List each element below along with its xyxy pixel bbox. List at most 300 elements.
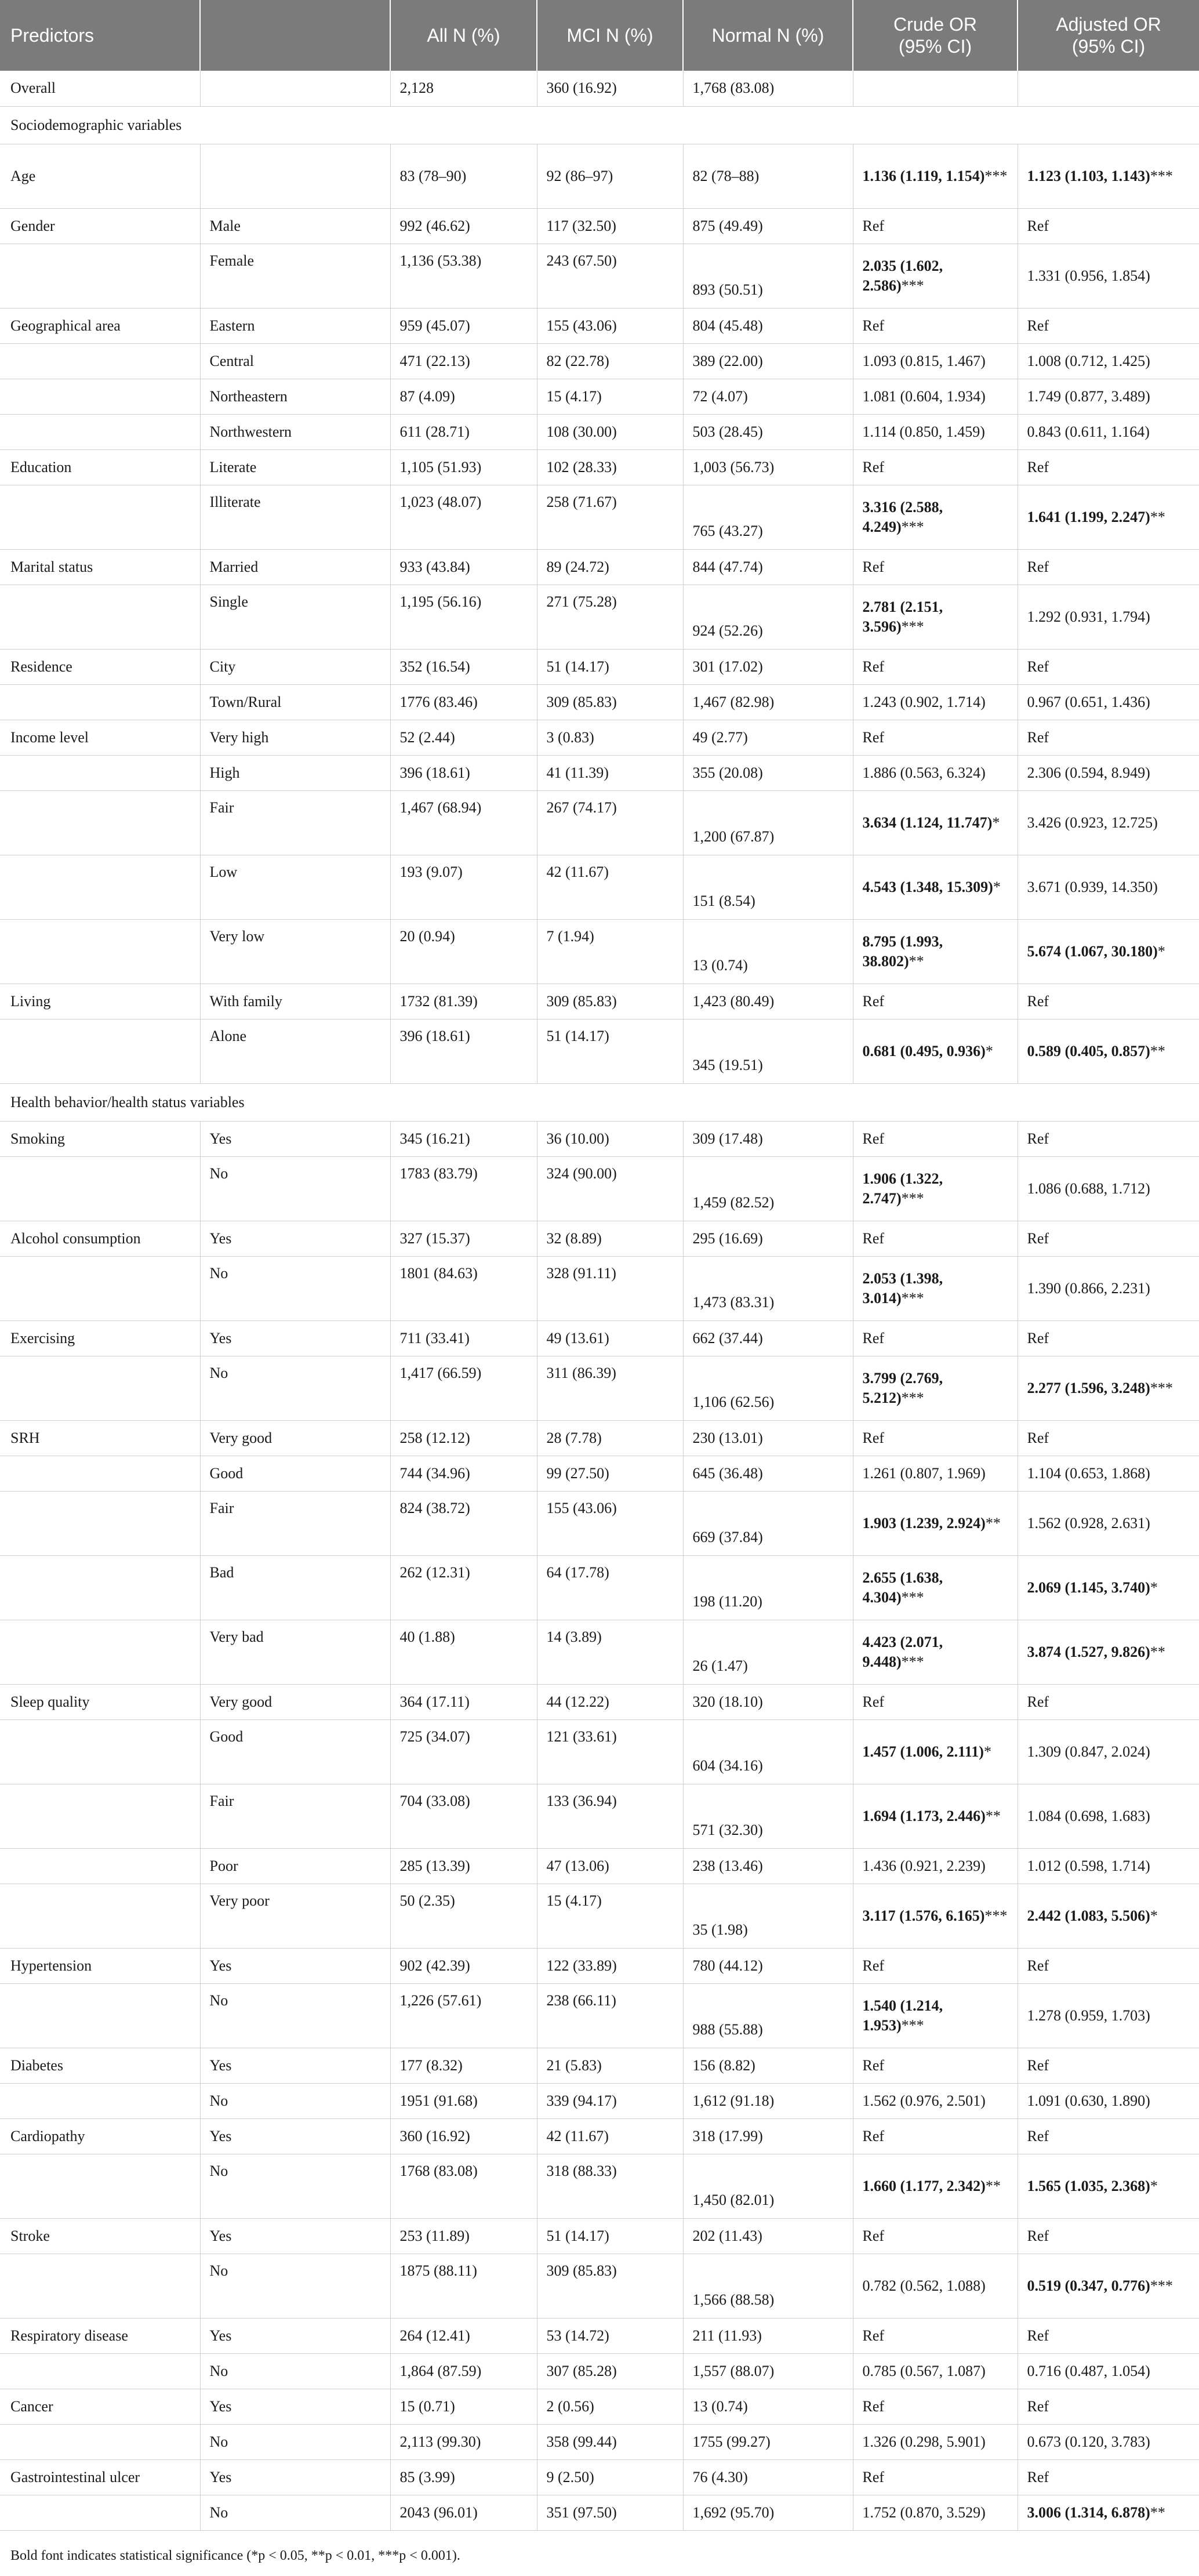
cell-adjusted-or: 1.749 (0.877, 3.489) [1018,379,1199,414]
cell-crude-or: 0.782 (0.562, 1.088) [853,2254,1018,2318]
table-row [0,2218,1199,2254]
cell-adjusted-or: 3.671 (0.939, 14.350) [1018,855,1199,919]
cell-category: City [200,649,390,684]
section-label: Sociodemographic variables [0,106,1199,144]
cell-adjusted-or: 1.641 (1.199, 2.247)** [1018,485,1199,549]
cell-normal-n: 645 (36.48) [683,1456,853,1491]
cell-normal-n: 151 (8.54) [683,855,853,919]
cell-normal-n: 202 (11.43) [683,2218,853,2254]
cell-normal-n: 301 (17.02) [683,649,853,684]
cell-category: Yes [200,1121,390,1156]
cell-category: Good [200,1456,390,1491]
cell-mci-n: 155 (43.06) [537,308,683,343]
table-row [0,755,1199,790]
significance-stars: * [1150,2177,1158,2194]
significance-stars: * [1150,1579,1158,1596]
cell-normal-n: 1,768 (83.08) [683,71,853,106]
table-row [0,1356,1199,1420]
cell-mci-n: 309 (85.83) [537,984,683,1019]
cell-all-n: 725 (34.07) [390,1719,537,1784]
table-row [0,208,1199,244]
cell-category: No [200,2495,390,2530]
cell-mci-n: 271 (75.28) [537,585,683,649]
header-normal: Normal N (%) [683,0,853,71]
cell-category: Illiterate [200,485,390,549]
cell-predictor: Gastrointestinal ulcer [0,2459,200,2495]
table-row [0,1320,1199,1356]
cell-mci-n: 267 (74.17) [537,790,683,855]
cell-adjusted-or: Ref [1018,720,1199,755]
table-row [0,1156,1199,1221]
cell-mci-n: 238 (66.11) [537,1983,683,2048]
cell-adjusted-or: 5.674 (1.067, 30.180)* [1018,919,1199,984]
cell-all-n: 396 (18.61) [390,755,537,790]
cell-mci-n: 3 (0.83) [537,720,683,755]
cell-mci-n: 360 (16.92) [537,71,683,106]
cell-adjusted-or: Ref [1018,2459,1199,2495]
cell-adjusted-or: 2.069 (1.145, 3.740)* [1018,1555,1199,1620]
significance-stars: ** [1150,2504,1165,2521]
cell-crude-or: 2.655 (1.638, 4.304)*** [853,1555,1018,1620]
cell-predictor [0,1848,200,1884]
cell-category: Yes [200,2389,390,2424]
cell-category: Town/Rural [200,684,390,720]
cell-mci-n: 311 (86.39) [537,1356,683,1420]
cell-normal-n: 844 (47.74) [683,549,853,585]
cell-mci-n: 15 (4.17) [537,1884,683,1948]
cell-adjusted-or: Ref [1018,1320,1199,1356]
significance-stars: ** [985,1514,1001,1532]
cell-crude-or: 4.423 (2.071, 9.448)*** [853,1620,1018,1684]
cell-adjusted-or: 1.091 (0.630, 1.890) [1018,2083,1199,2118]
significance-stars: ** [1150,1643,1165,1660]
cell-normal-n: 669 (37.84) [683,1491,853,1555]
cell-mci-n: 21 (5.83) [537,2048,683,2083]
cell-mci-n: 324 (90.00) [537,1156,683,1221]
cell-normal-n: 924 (52.26) [683,585,853,649]
cell-predictor [0,790,200,855]
cell-crude-or: 3.117 (1.576, 6.165)*** [853,1884,1018,1948]
cell-crude-or: 1.752 (0.870, 3.529) [853,2495,1018,2530]
table-footnote: Bold font indicates statistical significance (*p < 0.05, **p < 0.01, ***p < 0.001). [10,2548,460,2563]
cell-all-n: 1776 (83.46) [390,684,537,720]
cell-all-n: 327 (15.37) [390,1221,537,1256]
cell-crude-or: 1.436 (0.921, 2.239) [853,1848,1018,1884]
cell-crude-or: 2.053 (1.398, 3.014)*** [853,1256,1018,1320]
cell-category: Yes [200,2318,390,2353]
cell-crude-or: 1.540 (1.214, 1.953)*** [853,1983,1018,2048]
cell-predictor: Residence [0,649,200,684]
significance-stars: *** [1150,2277,1173,2294]
cell-crude-or: 1.694 (1.173, 2.446)** [853,1784,1018,1848]
cell-adjusted-or: 1.390 (0.866, 2.231) [1018,1256,1199,1320]
cell-adjusted-or: Ref [1018,2389,1199,2424]
cell-crude-or: 1.081 (0.604, 1.934) [853,379,1018,414]
cell-all-n: 193 (9.07) [390,855,537,919]
cell-normal-n: 893 (50.51) [683,244,853,308]
cell-category: Very poor [200,1884,390,1948]
table-row [0,449,1199,485]
table-row [0,1420,1199,1456]
cell-mci-n: 309 (85.83) [537,2254,683,2318]
cell-mci-n: 36 (10.00) [537,1121,683,1156]
cell-predictor: Stroke [0,2218,200,2254]
cell-all-n: 1,417 (66.59) [390,1356,537,1420]
cell-adjusted-or: 0.967 (0.651, 1.436) [1018,684,1199,720]
significance-stars: *** [901,518,924,535]
cell-adjusted-or: Ref [1018,449,1199,485]
table-row [0,720,1199,755]
cell-crude-or: Ref [853,1420,1018,1456]
cell-crude-or: 1.136 (1.119, 1.154)*** [853,144,1018,208]
cell-category: No [200,1356,390,1420]
table-row [0,684,1199,720]
cell-normal-n: 230 (13.01) [683,1420,853,1456]
cell-crude-or: Ref [853,2118,1018,2154]
cell-category: Yes [200,1320,390,1356]
cell-mci-n: 92 (86–97) [537,144,683,208]
cell-predictor [0,1983,200,2048]
cell-normal-n: 804 (45.48) [683,308,853,343]
cell-all-n: 992 (46.62) [390,208,537,244]
cell-predictor [0,2154,200,2218]
table-row [0,1784,1199,1848]
cell-predictor [0,1491,200,1555]
cell-normal-n: 82 (78–88) [683,144,853,208]
cell-crude-or: 1.243 (0.902, 1.714) [853,684,1018,720]
cell-all-n: 471 (22.13) [390,343,537,379]
cell-normal-n: 13 (0.74) [683,919,853,984]
cell-category: No [200,2424,390,2459]
cell-predictor: Diabetes [0,2048,200,2083]
cell-adjusted-or: 1.123 (1.103, 1.143)*** [1018,144,1199,208]
cell-all-n: 1,105 (51.93) [390,449,537,485]
cell-all-n: 262 (12.31) [390,1555,537,1620]
significance-stars: * [993,878,1001,895]
cell-predictor [0,855,200,919]
cell-adjusted-or: 0.589 (0.405, 0.857)** [1018,1019,1199,1083]
cell-crude-or: Ref [853,208,1018,244]
cell-crude-or: 2.035 (1.602, 2.586)*** [853,244,1018,308]
cell-predictor [0,585,200,649]
cell-predictor: Sleep quality [0,1684,200,1719]
cell-normal-n: 76 (4.30) [683,2459,853,2495]
cell-crude-or: 1.886 (0.563, 6.324) [853,755,1018,790]
cell-predictor: Age [0,144,200,208]
cell-crude-or: Ref [853,2318,1018,2353]
cell-crude-or: Ref [853,2218,1018,2254]
cell-mci-n: 328 (91.11) [537,1256,683,1320]
table-row [0,1555,1199,1620]
cell-category: No [200,2083,390,2118]
cell-all-n: 1801 (84.63) [390,1256,537,1320]
cell-adjusted-or: Ref [1018,2048,1199,2083]
table-row [0,2495,1199,2530]
cell-all-n: 85 (3.99) [390,2459,537,2495]
cell-predictor [0,1620,200,1684]
significance-stars: ** [985,2177,1001,2194]
cell-category: No [200,1256,390,1320]
cell-category: Male [200,208,390,244]
cell-normal-n: 780 (44.12) [683,1948,853,1983]
cell-predictor [0,2353,200,2389]
cell-normal-n: 662 (37.44) [683,1320,853,1356]
table-row [0,2459,1199,2495]
cell-all-n: 1,136 (53.38) [390,244,537,308]
significance-stars: * [985,1042,993,1060]
cell-mci-n: 99 (27.50) [537,1456,683,1491]
cell-mci-n: 121 (33.61) [537,1719,683,1784]
cell-predictor: Exercising [0,1320,200,1356]
cell-crude-or: 3.799 (2.769, 5.212)*** [853,1356,1018,1420]
cell-category: Female [200,244,390,308]
cell-adjusted-or: 1.084 (0.698, 1.683) [1018,1784,1199,1848]
cell-all-n: 1,226 (57.61) [390,1983,537,2048]
cell-crude-or: Ref [853,1320,1018,1356]
table-row [0,244,1199,308]
header-crude-or: Crude OR (95% CI) [853,0,1018,71]
cell-all-n: 1875 (88.11) [390,2254,537,2318]
cell-normal-n: 345 (19.51) [683,1019,853,1083]
cell-all-n: 1783 (83.79) [390,1156,537,1221]
table-row [0,144,1199,208]
table-row [0,2118,1199,2154]
cell-normal-n: 295 (16.69) [683,1221,853,1256]
cell-all-n: 1951 (91.68) [390,2083,537,2118]
cell-all-n: 711 (33.41) [390,1320,537,1356]
cell-adjusted-or: Ref [1018,1420,1199,1456]
cell-mci-n: 89 (24.72) [537,549,683,585]
cell-predictor: Overall [0,71,200,106]
cell-category: Literate [200,449,390,485]
cell-category: Yes [200,2218,390,2254]
cell-category: Northwestern [200,414,390,449]
cell-crude-or: Ref [853,720,1018,755]
cell-crude-or: 2.781 (2.151, 3.596)*** [853,585,1018,649]
significance-stars: ** [985,1807,1001,1824]
cell-all-n: 1,467 (68.94) [390,790,537,855]
cell-category: Bad [200,1555,390,1620]
cell-crude-or: 1.326 (0.298, 5.901) [853,2424,1018,2459]
table-row [0,2389,1199,2424]
significance-stars: *** [901,2016,924,2034]
cell-crude-or: 0.681 (0.495, 0.936)* [853,1019,1018,1083]
cell-predictor [0,485,200,549]
cell-predictor: Alcohol consumption [0,1221,200,1256]
cell-all-n: 360 (16.92) [390,2118,537,2154]
cell-normal-n: 604 (34.16) [683,1719,853,1784]
cell-crude-or: Ref [853,1121,1018,1156]
significance-stars: *** [901,277,924,294]
table-row [0,2048,1199,2083]
cell-predictor [0,1884,200,1948]
cell-mci-n: 309 (85.83) [537,684,683,720]
table-row [0,343,1199,379]
cell-normal-n: 1,612 (91.18) [683,2083,853,2118]
cell-all-n: 52 (2.44) [390,720,537,755]
cell-crude-or: 1.903 (1.239, 2.924)** [853,1491,1018,1555]
cell-normal-n: 238 (13.46) [683,1848,853,1884]
table-row [0,1121,1199,1156]
cell-predictor [0,2495,200,2530]
cell-adjusted-or: Ref [1018,208,1199,244]
cell-mci-n: 7 (1.94) [537,919,683,984]
cell-adjusted-or: Ref [1018,1948,1199,1983]
cell-mci-n: 51 (14.17) [537,1019,683,1083]
cell-adjusted-or: 3.874 (1.527, 9.826)** [1018,1620,1199,1684]
cell-mci-n: 2 (0.56) [537,2389,683,2424]
cell-normal-n: 875 (49.49) [683,208,853,244]
cell-category: Married [200,549,390,585]
cell-all-n: 15 (0.71) [390,2389,537,2424]
cell-category: No [200,2254,390,2318]
significance-stars: *** [1150,167,1173,184]
cell-all-n: 50 (2.35) [390,1884,537,1948]
cell-predictor [0,1456,200,1491]
cell-predictor [0,379,200,414]
cell-crude-or: Ref [853,1221,1018,1256]
cell-mci-n: 122 (33.89) [537,1948,683,1983]
cell-crude-or: Ref [853,449,1018,485]
cell-adjusted-or: 1.292 (0.931, 1.794) [1018,585,1199,649]
cell-mci-n: 258 (71.67) [537,485,683,549]
cell-category: Yes [200,2048,390,2083]
significance-stars: ** [1150,508,1165,525]
table-row [0,585,1199,649]
cell-normal-n: 309 (17.48) [683,1121,853,1156]
cell-category: Very bad [200,1620,390,1684]
section-row [0,1083,1199,1121]
cell-all-n: 87 (4.09) [390,379,537,414]
table-row [0,379,1199,414]
significance-stars: *** [984,167,1008,184]
cell-category: Good [200,1719,390,1784]
cell-crude-or: Ref [853,2389,1018,2424]
table-row [0,649,1199,684]
cell-category: Central [200,343,390,379]
cell-mci-n: 41 (11.39) [537,755,683,790]
cell-adjusted-or: Ref [1018,2318,1199,2353]
cell-category: Yes [200,1221,390,1256]
cell-predictor [0,1555,200,1620]
cell-normal-n: 1,557 (88.07) [683,2353,853,2389]
cell-adjusted-or: 2.277 (1.596, 3.248)*** [1018,1356,1199,1420]
cell-normal-n: 389 (22.00) [683,343,853,379]
cell-predictor: Geographical area [0,308,200,343]
cell-adjusted-or: 1.012 (0.598, 1.714) [1018,1848,1199,1884]
cell-crude-or: Ref [853,1948,1018,1983]
cell-crude-or: 1.261 (0.807, 1.969) [853,1456,1018,1491]
cell-category: Very low [200,919,390,984]
cell-normal-n: 318 (17.99) [683,2118,853,2154]
table-body [0,71,1199,2530]
table-row [0,855,1199,919]
cell-all-n: 253 (11.89) [390,2218,537,2254]
cell-all-n: 345 (16.21) [390,1121,537,1156]
table-row [0,1019,1199,1083]
cell-mci-n: 9 (2.50) [537,2459,683,2495]
cell-all-n: 264 (12.41) [390,2318,537,2353]
significance-stars: *** [901,1189,924,1207]
cell-mci-n: 32 (8.89) [537,1221,683,1256]
cell-all-n: 744 (34.96) [390,1456,537,1491]
table-row [0,1256,1199,1320]
cell-mci-n: 49 (13.61) [537,1320,683,1356]
cell-normal-n: 1,473 (83.31) [683,1256,853,1320]
cell-category: No [200,2353,390,2389]
cell-all-n: 2,128 [390,71,537,106]
table-row [0,2254,1199,2318]
cell-predictor: Respiratory disease [0,2318,200,2353]
cell-predictor: Gender [0,208,200,244]
cell-predictor [0,2254,200,2318]
cell-predictor [0,2424,200,2459]
cell-mci-n: 155 (43.06) [537,1491,683,1555]
cell-predictor [0,1356,200,1420]
cell-adjusted-or: 0.843 (0.611, 1.164) [1018,414,1199,449]
significance-stars: *** [984,1907,1008,1924]
cell-category: No [200,1983,390,2048]
cell-crude-or: 0.785 (0.567, 1.087) [853,2353,1018,2389]
cell-mci-n: 53 (14.72) [537,2318,683,2353]
header-predictors: Predictors [0,0,200,71]
section-row [0,106,1199,144]
cell-normal-n: 156 (8.82) [683,2048,853,2083]
cell-category: High [200,755,390,790]
cell-all-n: 20 (0.94) [390,919,537,984]
table-row [0,1884,1199,1948]
significance-stars: * [1150,1907,1158,1924]
cell-adjusted-or: 0.519 (0.347, 0.776)*** [1018,2254,1199,2318]
cell-mci-n: 108 (30.00) [537,414,683,449]
significance-stars: * [992,814,1000,831]
cell-predictor [0,1784,200,1848]
cell-normal-n: 1755 (99.27) [683,2424,853,2459]
cell-predictor [0,919,200,984]
cell-adjusted-or: 1.309 (0.847, 2.024) [1018,1719,1199,1784]
cell-predictor: Cardiopathy [0,2118,200,2154]
cell-normal-n: 503 (28.45) [683,414,853,449]
table-row [0,2083,1199,2118]
cell-mci-n: 14 (3.89) [537,1620,683,1684]
cell-mci-n: 351 (97.50) [537,2495,683,2530]
cell-category: No [200,2154,390,2218]
cell-predictor: Living [0,984,200,1019]
cell-normal-n: 988 (55.88) [683,1983,853,2048]
cell-crude-or: Ref [853,2459,1018,2495]
cell-crude-or: Ref [853,1684,1018,1719]
table-row [0,1491,1199,1555]
cell-adjusted-or: 1.331 (0.956, 1.854) [1018,244,1199,308]
cell-crude-or: 3.634 (1.124, 11.747)* [853,790,1018,855]
cell-crude-or: Ref [853,984,1018,1019]
cell-adjusted-or: 3.426 (0.923, 12.725) [1018,790,1199,855]
cell-normal-n: 198 (11.20) [683,1555,853,1620]
cell-category: Very high [200,720,390,755]
cell-predictor [0,1156,200,1221]
cell-normal-n: 1,450 (82.01) [683,2154,853,2218]
table-row [0,2424,1199,2459]
cell-category: Very good [200,1420,390,1456]
header-mci: MCI N (%) [537,0,683,71]
cell-mci-n: 318 (88.33) [537,2154,683,2218]
significance-stars: ** [909,952,924,970]
cell-all-n: 611 (28.71) [390,414,537,449]
table-row [0,549,1199,585]
cell-mci-n: 47 (13.06) [537,1848,683,1884]
cell-all-n: 1732 (81.39) [390,984,537,1019]
cell-adjusted-or: 2.442 (1.083, 5.506)* [1018,1884,1199,1948]
